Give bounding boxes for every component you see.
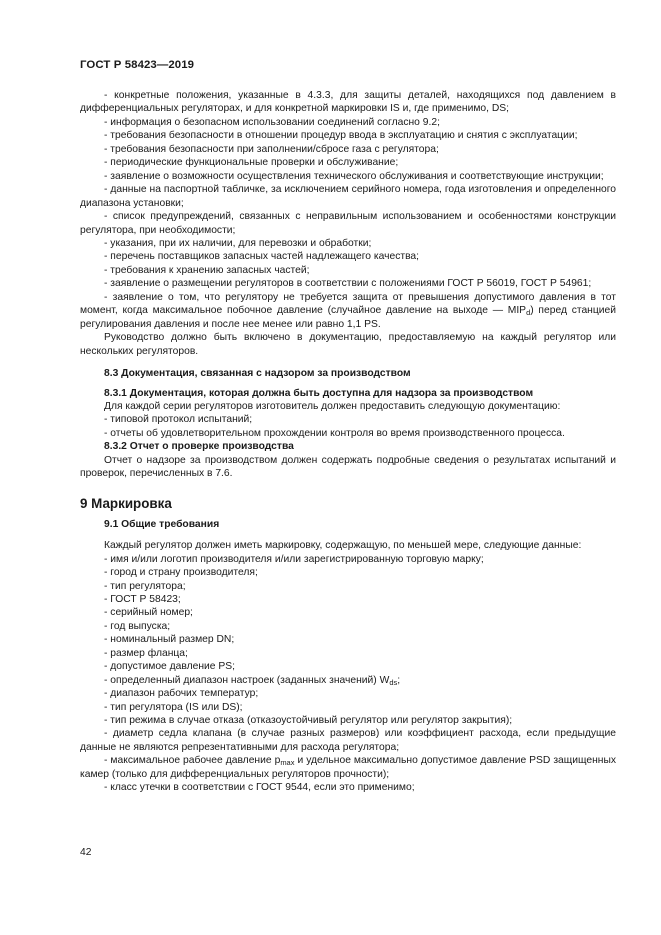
section-9-1-intro: Каждый регулятор должен иметь маркировку, содержащую, по меньшей мере, следующие данные: xyxy=(104,540,582,552)
pmax-text-pre: - максимальное рабочее давление p xyxy=(104,755,281,767)
list-item: - отчеты об удовлетворительном прохождении контроля во время производственного процесса. xyxy=(104,427,565,439)
list-item: - диаметр седла клапана (в случае разных размеров) или коэффициент расхода, если предыдущие данные не являются репрезентативными для расхода регулятора; xyxy=(80,728,616,753)
list-item-pmax xyxy=(80,754,616,781)
pmax-subscript: max xyxy=(280,758,295,768)
list-item: - указания, при их наличии, для перевозки и обработки; xyxy=(104,237,372,249)
list-item: - конкретные положения, указанные в 4.3.3, для защиты деталей, находящихся под давлением в дифференциальных регуляторах, и для конкретной маркировки IS и, где применимо, DS; xyxy=(80,90,616,115)
list-item: - год выпуска; xyxy=(104,620,171,632)
pmax-text-post: и удельное максимально допустимое давление PSD защищенных камер (только для дифференциальных регуляторов прочности); xyxy=(80,755,617,780)
document-header: ГОСТ Р 58423—2019 xyxy=(80,59,195,71)
list-item: - допустимое давление PS; xyxy=(104,661,235,673)
list-item: - данные на паспортной табличке, за исключением серийного номера, года изготовления и определенного диапазона установки; xyxy=(80,184,616,209)
section-9-title: 9 Маркировка xyxy=(80,495,172,511)
wds-subscript: ds xyxy=(389,677,398,687)
list-item: - требования к хранению запасных частей; xyxy=(104,264,310,276)
list-item: - перечень поставщиков запасных частей надлежащего качества; xyxy=(104,251,420,263)
section-8-3-2-text: Отчет о надзоре за производством должен содержать подробные сведения о результатах испытаний и проверок, перечисленных в 7.6. xyxy=(80,454,616,480)
wds-text-pre: - определенный диапазон настроек (заданных значений) W xyxy=(104,674,390,686)
section-9-1-title: 9.1 Общие требования xyxy=(104,518,220,530)
list-item: - тип режима в случае отказа (отказоустойчивый регулятор или регулятор закрытия); xyxy=(104,715,513,727)
list-item-wds xyxy=(80,674,616,687)
list-item: - имя и/или логотип производителя и/или зарегистрированную торговую марку; xyxy=(104,553,484,565)
list-item: - серийный номер; xyxy=(104,607,193,619)
list-item: - требования безопасности при заполнении/сбросе газа с регулятора; xyxy=(104,143,439,155)
list-item: - размер фланца; xyxy=(104,647,188,659)
section-8-3-1-title: 8.3.1 Документация, которая должна быть доступна для надзора за производством xyxy=(104,387,534,399)
list-item: - класс утечки в соответствии с ГОСТ 9544, если это применимо; xyxy=(104,782,415,794)
list-item: - тип регулятора (IS или DS); xyxy=(104,701,243,713)
page-number: 42 xyxy=(80,847,92,858)
list-item: - список предупреждений, связанных с неправильным использованием и особенностями конструкции регулятора, при необходимости; xyxy=(80,211,616,236)
wds-text-post: ; xyxy=(397,674,401,686)
list-item: - заявление о возможности осуществления технического обслуживания и соответствующие инструкции; xyxy=(104,170,604,182)
section-8-3-title: 8.3 Документация, связанная с надзором за производством xyxy=(104,368,411,380)
document-body xyxy=(80,89,616,795)
mip-subscript: d xyxy=(526,308,531,318)
mip-text-post: ) перед станцией регулирования давления и после нее менее или равно 1,1 PS. xyxy=(80,305,616,330)
mip-text-pre: - заявление о том, что регулятору не требуется защита от превышения допустимого давления в тот момент, когда максимальное побочное давление (случайное давление на выходе — MIP xyxy=(80,291,616,317)
closing-paragraph: Руководство должно быть включено в документацию, предоставляемую на каждый регулятор или нескольких регуляторов. xyxy=(80,332,616,357)
list-item: - информация о безопасном использовании соединений согласно 9.2; xyxy=(104,116,440,128)
section-8-3-2-title: 8.3.2 Отчет о проверке производства xyxy=(104,441,294,453)
list-item: - диапазон рабочих температур; xyxy=(104,688,259,700)
list-item: - тип регулятора; xyxy=(104,580,186,592)
list-item: - заявление о размещении регуляторов в соответствии с положениями ГОСТ Р 56019, ГОСТ Р 54961; xyxy=(104,278,592,290)
list-item: - требования безопасности в отношении процедур ввода в эксплуатацию и снятия с эксплуатации; xyxy=(104,130,578,142)
list-item: - номинальный размер DN; xyxy=(104,634,235,646)
list-item: - периодические функциональные проверки и обслуживание; xyxy=(104,157,399,169)
section-8-3-1-intro: Для каждой серии регуляторов изготовитель должен предоставить следующую документацию: xyxy=(104,400,561,412)
list-item: - ГОСТ Р 58423; xyxy=(104,593,181,605)
list-item-mip xyxy=(80,291,616,331)
list-item: - город и страну производителя; xyxy=(104,567,258,579)
list-item: - типовой протокол испытаний; xyxy=(104,414,253,426)
